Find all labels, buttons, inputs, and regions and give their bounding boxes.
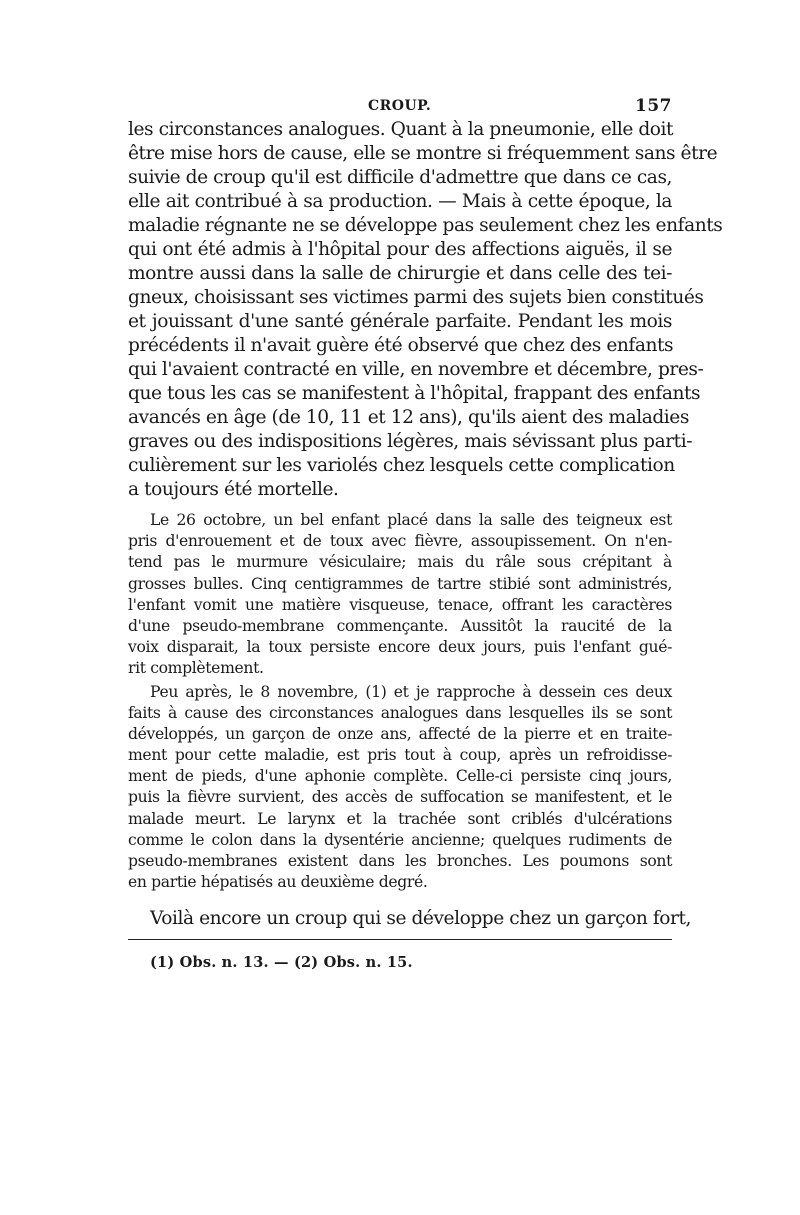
paragraph-4: [128, 907, 691, 931]
text-line: elle ait contribué à sa production. — Mais à cette époque, la: [128, 191, 672, 212]
text-line: montre aussi dans la salle de chirurgie et dans celle des tei-: [128, 263, 672, 284]
paragraph-2: [128, 510, 672, 680]
text-line: Peu après, le 8 novembre, (1) et je rapproche à dessein ces deux: [150, 682, 672, 701]
running-head: [128, 92, 672, 118]
text-line: pris d'enrouement et de toux avec fièvre, assoupissement. On n'en-: [128, 532, 672, 551]
text-line: a toujours été mortelle.: [128, 479, 339, 500]
text-line: tend pas le murmure vésiculaire; mais du râle sous crépitant à: [128, 553, 672, 572]
text-line: qui ont été admis à l'hôpital pour des affections aiguës, il se: [128, 239, 672, 260]
text-line: culièrement sur les variolés chez lesquels cette complication: [128, 455, 675, 476]
text-line: puis la fièvre survient, des accès de suffocation se manifestent, et le: [128, 788, 672, 807]
text-line: ment pour cette maladie, est pris tout à coup, après un refroidisse-: [128, 746, 672, 765]
text-line: voix disparait, la toux persiste encore deux jours, puis l'enfant gué-: [128, 638, 672, 657]
text-line: rit complètement.: [128, 659, 264, 678]
text-line: malade meurt. Le larynx et la trachée sont criblés d'ulcérations: [128, 809, 672, 828]
text-line: les circonstances analogues. Quant à la pneumonie, elle doit: [128, 119, 674, 140]
text-line: l'enfant vomit une matière visqueuse, tenace, offrant les caractères: [128, 595, 672, 614]
text-line: comme le colon dans la dysentérie ancienne; quelques rudiments de: [128, 830, 672, 849]
text-line: gneux, choisissant ses victimes parmi des sujets bien constitués: [128, 287, 704, 308]
text-line: pseudo-membranes existent dans les bronches. Les poumons sont: [128, 852, 672, 870]
text-line: d'une pseudo-membrane commençante. Aussitôt la raucité de la: [128, 616, 672, 635]
footnote-rule: [128, 939, 672, 940]
text-line: graves ou des indispositions légères, mais sévissant plus parti-: [128, 431, 693, 452]
text-line: faits à cause des circonstances analogues dans lesquelles ils se sont: [128, 703, 672, 722]
text-line: que tous les cas se manifestent à l'hôpital, frappant des enfants: [128, 383, 701, 404]
page-number: 157: [635, 96, 672, 116]
footnotes: (1) Obs. n. 13. — (2) Obs. n. 15.: [150, 954, 413, 972]
book-page: [128, 92, 723, 972]
text-line: Voilà encore un croup qui se développe chez un garçon fort,: [150, 908, 691, 930]
text-line: précédents il n'avait guère été observé que chez des enfants: [128, 335, 674, 356]
text-line: en partie hépatisés au deuxième degré.: [128, 873, 428, 892]
text-line: maladie régnante ne se développe pas seulement chez les enfants: [128, 215, 723, 236]
text-line: développés, un garçon de onze ans, affecté de la pierre et en traite-: [128, 724, 672, 743]
text-line: suivie de croup qu'il est difficile d'admettre que dans ce cas,: [128, 167, 672, 188]
running-title: CROUP.: [368, 98, 432, 114]
text-line: être mise hors de cause, elle se montre si fréquemment sans être: [128, 143, 718, 164]
text-line: qui l'avaient contracté en ville, en novembre et décembre, pres-: [128, 359, 704, 380]
text-line: grosses bulles. Cinq centigrammes de tartre stibié sont administrés,: [128, 574, 672, 593]
paragraph-3: [128, 682, 672, 894]
text-line: ment de pieds, d'une aphonie complète. Celle-ci persiste cinq jours,: [128, 767, 672, 786]
text-line: Le 26 octobre, un bel enfant placé dans la salle des teigneux est: [150, 511, 672, 529]
text-line: avancés en âge (de 10, 11 et 12 ans), qu'ils aient des maladies: [128, 407, 689, 428]
text-line: et jouissant d'une santé générale parfaite. Pendant les mois: [128, 311, 672, 332]
paragraph-1: [128, 118, 723, 502]
